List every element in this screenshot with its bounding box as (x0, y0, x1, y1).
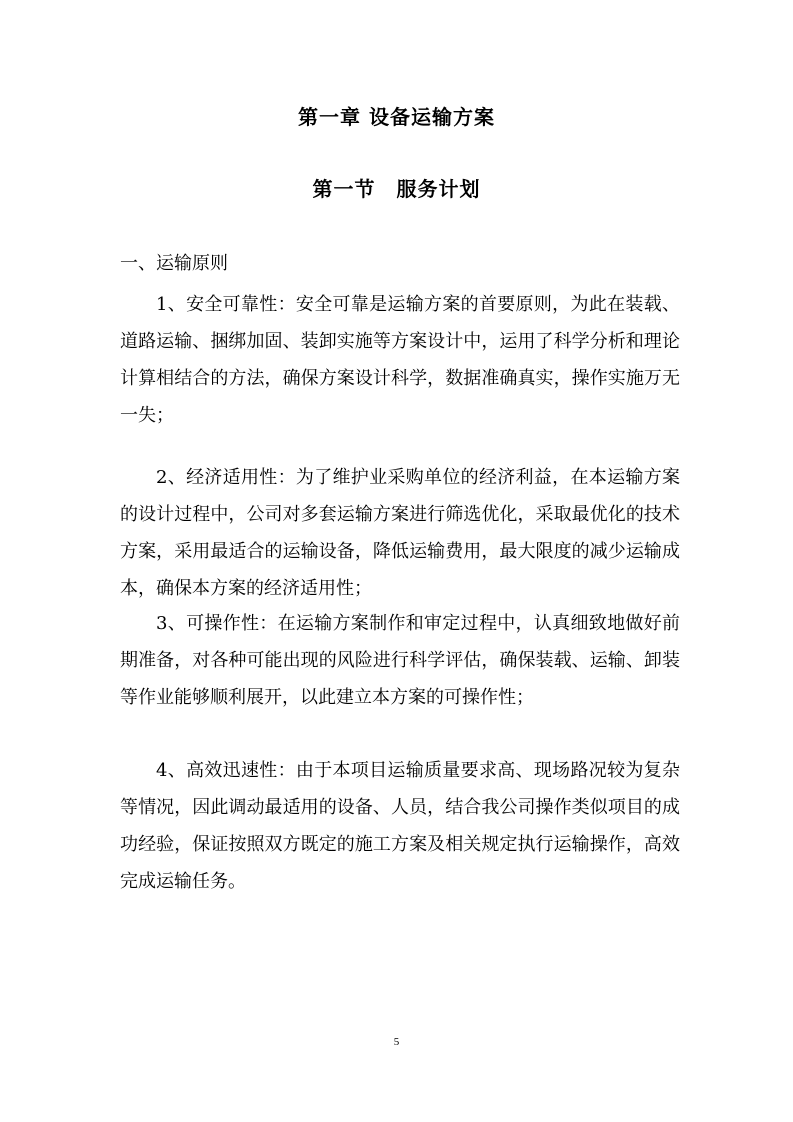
paragraph-economic-applicability: 2、经济适用性：为了维护业采购单位的经济利益，在本运输方案的设计过程中，公司对多套运输方案进行筛选优化，采取最优化的技术方案，采用最适合的运输设备，降低运输费用，最大限度的减少运输成本，确保本方案的经济适用性； (120, 467, 680, 599)
section-title: 第一节 服务计划 (312, 177, 481, 201)
chapter-title: 第一章 设备运输方案 (298, 105, 495, 129)
paragraph-operability: 3、可操作性：在运输方案制作和审定过程中，认真细致地做好前期准备，对各种可能出现的风险进行科学评估，确保装载、运输、卸装等作业能够顺利展开，以此建立本方案的可操作性； (120, 613, 680, 708)
page-number: 5 (393, 1036, 400, 1048)
paragraph-safety-reliability: 1、安全可靠性：安全可靠是运输方案的首要原则，为此在装载、道路运输、捆绑加固、装卸实施等方案设计中，运用了科学分析和理论计算相结合的方法，确保方案设计科学，数据准确真实，操作实施万无一失； (120, 294, 680, 426)
principles-heading: 一、运输原则 (120, 253, 228, 274)
paragraph-efficiency: 4、高效迅速性：由于本项目运输质量要求高、现场路况较为复杂等情况，因此调动最适用的设备、人员，结合我公司操作类似项目的成功经验，保证按照双方既定的施工方案及相关规定执行运输操作，高效完成运输任务。 (120, 760, 680, 892)
